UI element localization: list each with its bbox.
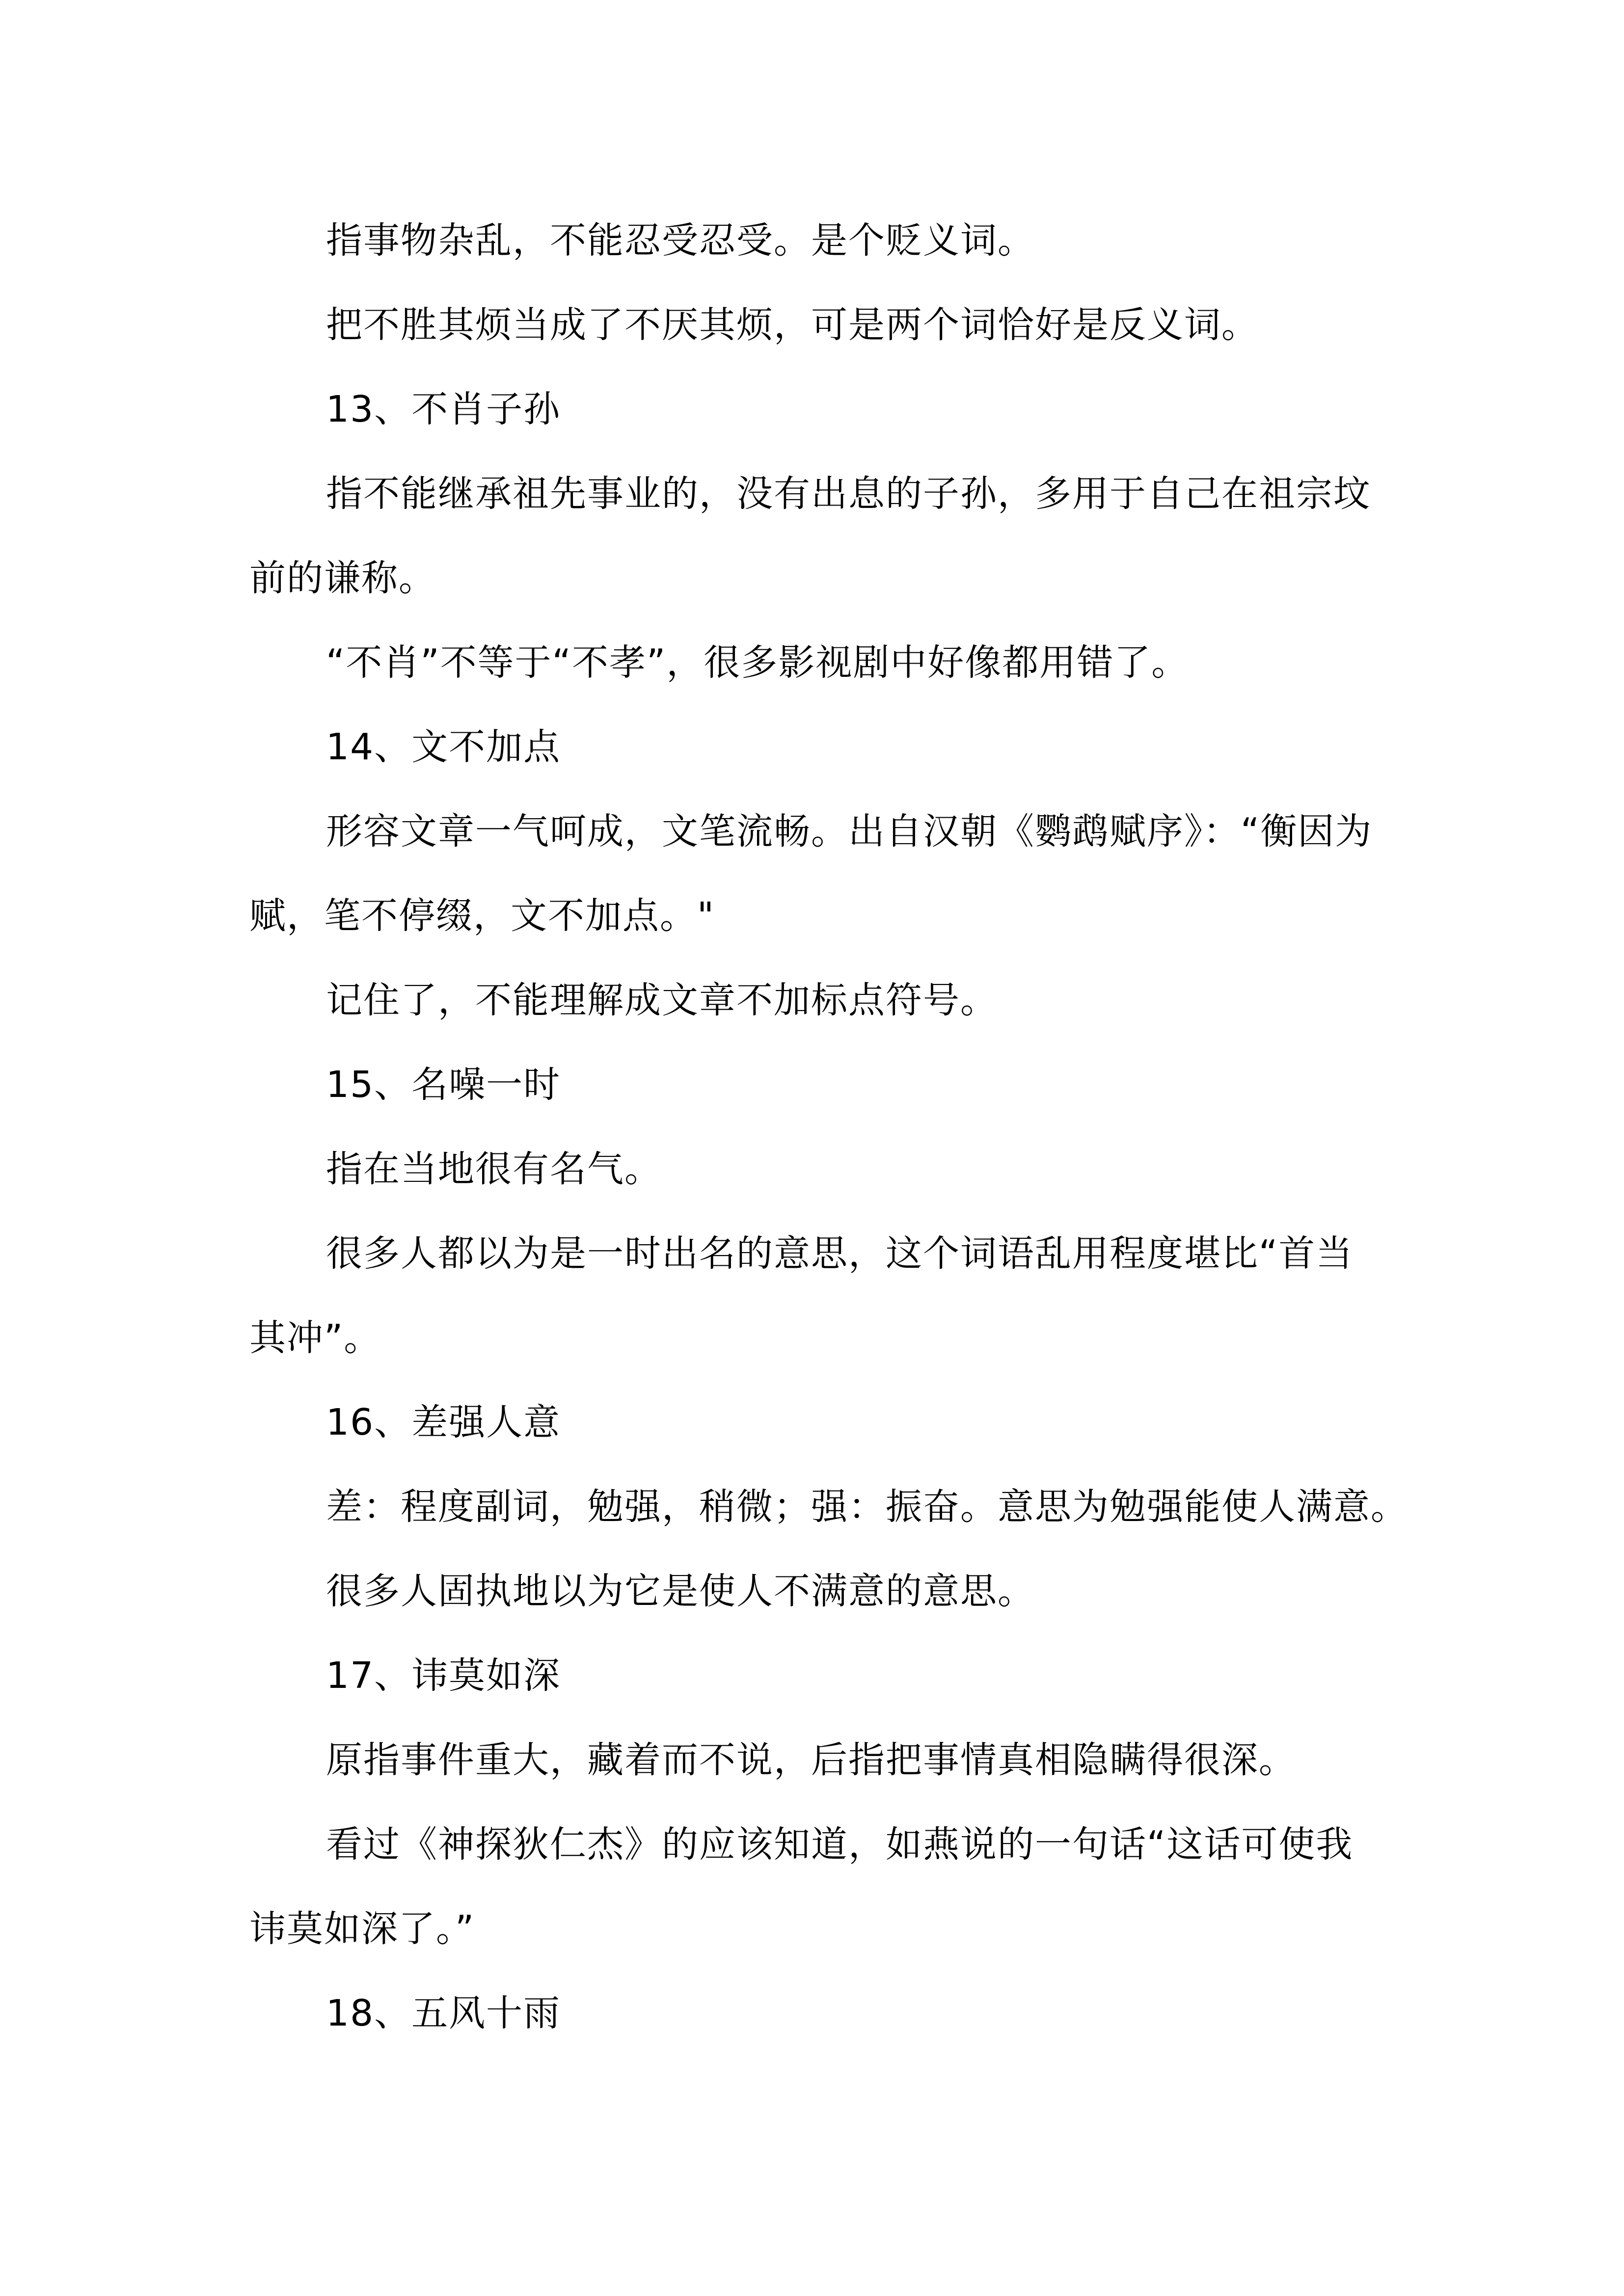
paragraph-line: 记住了，不能理解成文章不加标点符号。: [326, 979, 998, 1021]
section-heading: 16、差强人意: [326, 1401, 561, 1443]
paragraph-line: 其冲”。: [249, 1317, 381, 1359]
paragraph-line: 前的谦称。: [249, 557, 436, 599]
paragraph-line: 看过《神探狄仁杰》的应该知道，如燕说的一句话“这话可使我: [326, 1823, 1353, 1866]
paragraph-line: 很多人都以为是一时出名的意思，这个词语乱用程度堪比“首当: [326, 1232, 1353, 1275]
section-heading: 15、名噪一时: [326, 1064, 561, 1106]
paragraph-line: 赋，笔不停缀，文不加点。": [249, 895, 715, 937]
paragraph-line: 很多人固执地以为它是使人不满意的意思。: [326, 1570, 1035, 1612]
paragraph-line: 指在当地很有名气。: [326, 1148, 662, 1190]
paragraph-line: 把不胜其烦当成了不厌其烦，可是两个词恰好是反义词。: [326, 304, 1259, 346]
paragraph-line: 讳莫如深了。”: [249, 1908, 475, 1950]
section-heading: 14、文不加点: [326, 726, 561, 768]
section-heading: 13、不肖子孙: [326, 388, 561, 430]
paragraph-line: “不肖”不等于“不孝”，很多影视剧中好像都用错了。: [326, 641, 1189, 684]
paragraph-line: 原指事件重大，藏着而不说，后指把事情真相隐瞒得很深。: [326, 1739, 1296, 1781]
paragraph-line: 形容文章一气呵成，文笔流畅。出自汉朝《鹦鹉赋序》：“衡因为: [326, 810, 1373, 853]
section-heading: 18、五风十雨: [326, 1992, 561, 2034]
section-heading: 17、讳莫如深: [326, 1655, 561, 1697]
paragraph-line: 指不能继承祖先事业的，没有出息的子孙，多用于自己在祖宗坟: [326, 473, 1371, 515]
paragraph-line: 差：程度副词，勉强，稍微；强：振奋。意思为勉强能使人满意。: [326, 1486, 1408, 1528]
paragraph-line: 指事物杂乱，不能忍受忍受。是个贬义词。: [326, 219, 1035, 262]
